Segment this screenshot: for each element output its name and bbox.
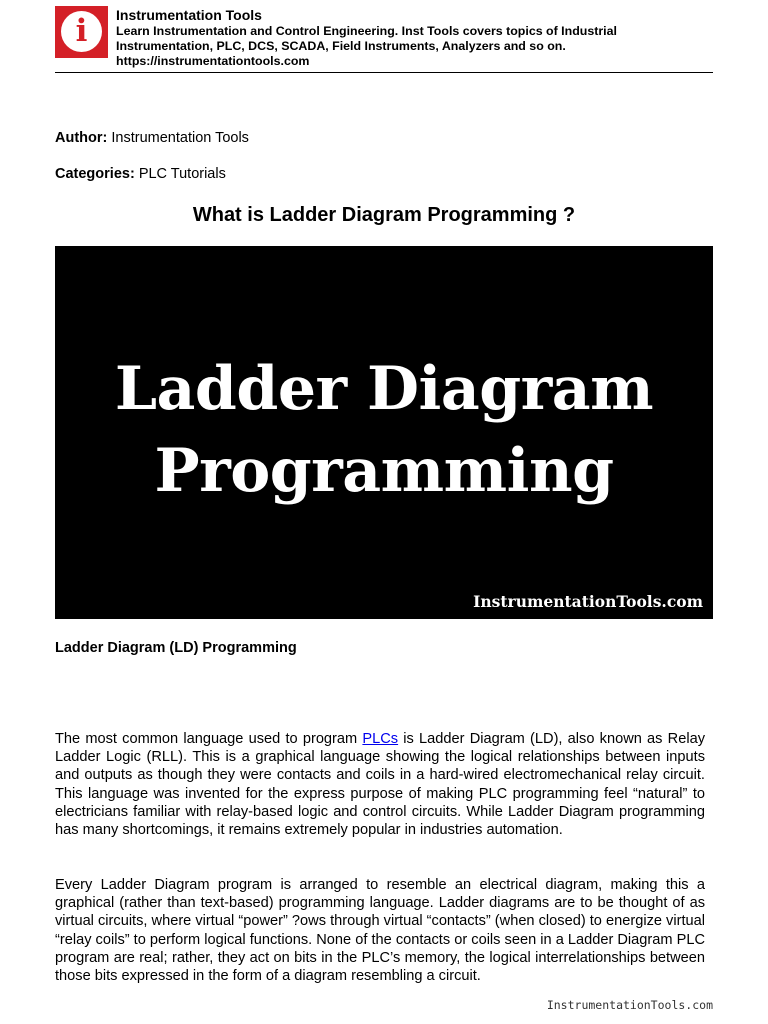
site-description: Learn Instrumentation and Control Engineering. Inst Tools covers topics of Industrial Instrumentation, PLC, DCS, SCADA, Field Instruments, Analyzers and so on. [116,24,617,53]
site-title: Instrumentation Tools [116,7,262,23]
categories-value: PLC Tutorials [138,166,226,182]
hero-title-line-2: Programming [154,436,614,506]
hero-title-line-1: Ladder Diagram [114,354,654,424]
author-value: Instrumentation Tools [111,130,249,146]
page-footer: InstrumentationTools.com [546,998,713,1012]
paragraph-1-rest: is Ladder Diagram (LD), also known as Relay Ladder Logic (RLL). This is a graphical language showing the logical relationships between inputs and outputs as though they were contacts and coils in a hard-wired electromechanical relay circuit. This language was invented for the express purpose of making PLC programming feel “natural” to electricians familiar with relay-based logic and control circuits. While Ladder Diagram programming has many shortcomings, it remains extremely popular in industries automation. [55,731,705,839]
hero-brand-watermark: InstrumentationTools.com [473,592,703,611]
info-icon [61,11,102,52]
site-logo [55,6,108,58]
page-header [55,6,713,73]
info-icon-letter: i [75,13,88,49]
plcs-link[interactable]: PLCs [362,731,399,747]
author-line [55,130,249,146]
paragraph-1 [55,730,705,839]
paragraph-2: Every Ladder Diagram program is arranged to resemble an electrical diagram, making this a graphical (rather than text-based) programming language. Ladder diagrams are to be thought of as virtual circuits, where virtual “power” ?ows through virtual “contacts” (when closed) to energize virtual “relay coils” to perform logical functions. None of the contacts or coils seen in a Ladder Diagram PLC program are real; rather, they act on bits in the PLC’s memory, the logical interrelationships between those bits expressed in the form of a diagram resembling a circuit. [55,877,705,985]
categories-label: Categories: [55,166,135,182]
site-url[interactable]: https://instrumentationtools.com [116,54,310,68]
categories-line [55,166,226,182]
paragraph-1-start: The most common language used to program [55,731,363,747]
author-label: Author: [55,130,108,146]
hero-image [55,246,713,619]
section-heading: Ladder Diagram (LD) Programming [55,640,297,656]
page-title: What is Ladder Diagram Programming ? [192,204,576,226]
